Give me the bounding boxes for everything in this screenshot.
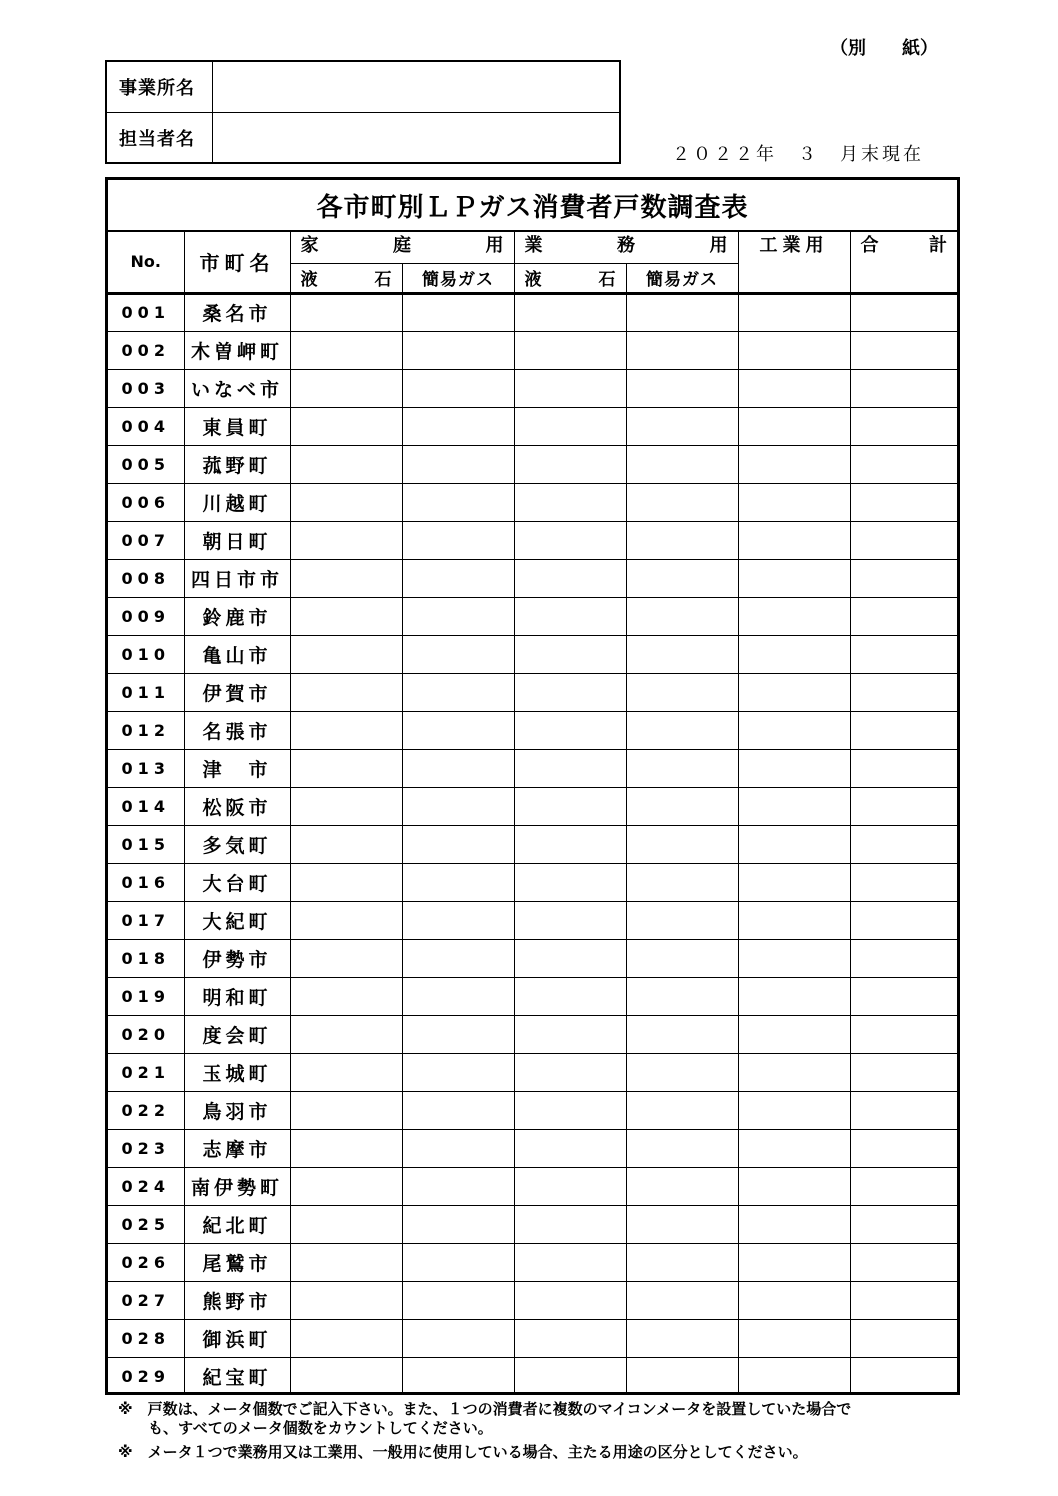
header-business-simple-gas: 簡易ガス <box>626 263 738 293</box>
cell-industrial[interactable] <box>738 1053 850 1091</box>
city-name: 多気町 <box>184 825 290 863</box>
cell-household-simple-gas[interactable] <box>402 1357 514 1395</box>
note-2: ※ メータ１つで業務用又は工業用、一般用に使用している場合、主たる用途の区分としてください。 <box>118 1443 808 1461</box>
cell-household-liquid[interactable] <box>290 1357 402 1395</box>
cell-household-simple-gas[interactable] <box>402 1319 514 1357</box>
cell-business-liquid[interactable] <box>514 445 626 483</box>
cell-total[interactable] <box>850 331 957 369</box>
cell-industrial[interactable] <box>738 939 850 977</box>
city-name: 亀山市 <box>184 635 290 673</box>
header-row-1 <box>108 232 957 263</box>
header-liquid-1: 液 <box>524 270 542 290</box>
cell-total[interactable] <box>850 901 957 939</box>
cell-total[interactable] <box>850 1129 957 1167</box>
cell-industrial[interactable] <box>738 559 850 597</box>
cell-industrial[interactable] <box>738 1319 850 1357</box>
row-number: 002 <box>108 331 184 369</box>
row-number: 001 <box>108 293 184 331</box>
cell-business-simple-gas[interactable] <box>626 635 738 673</box>
cell-business-liquid[interactable] <box>514 1091 626 1129</box>
cell-business-liquid[interactable] <box>514 407 626 445</box>
header-household-2: 庭 <box>393 235 411 256</box>
cell-household-liquid[interactable] <box>290 825 402 863</box>
city-name: 大台町 <box>184 863 290 901</box>
cell-business-simple-gas[interactable] <box>626 1205 738 1243</box>
city-name: 玉城町 <box>184 1053 290 1091</box>
header-household-3: 用 <box>485 235 504 256</box>
table-row <box>108 559 957 597</box>
cell-business-simple-gas[interactable] <box>626 1319 738 1357</box>
cell-business-liquid[interactable] <box>514 787 626 825</box>
cell-household-liquid[interactable] <box>290 1243 402 1281</box>
cell-business-simple-gas[interactable] <box>626 749 738 787</box>
cell-business-liquid[interactable] <box>514 901 626 939</box>
cell-business-simple-gas[interactable] <box>626 331 738 369</box>
table-row <box>108 673 957 711</box>
cell-industrial[interactable] <box>738 787 850 825</box>
city-name: 菰野町 <box>184 445 290 483</box>
cell-business-liquid[interactable] <box>514 1129 626 1167</box>
table-row <box>108 1129 957 1167</box>
cell-business-simple-gas[interactable] <box>626 1015 738 1053</box>
city-name: 度会町 <box>184 1015 290 1053</box>
cell-business-simple-gas[interactable] <box>626 711 738 749</box>
cell-household-liquid[interactable] <box>290 407 402 445</box>
table-row <box>108 1205 957 1243</box>
cell-total[interactable] <box>850 293 957 331</box>
cell-household-liquid[interactable] <box>290 749 402 787</box>
city-name: 朝日町 <box>184 521 290 559</box>
person-field[interactable] <box>213 113 619 163</box>
cell-total[interactable] <box>850 521 957 559</box>
table-row <box>108 1281 957 1319</box>
cell-household-simple-gas[interactable] <box>402 597 514 635</box>
row-number: 005 <box>108 445 184 483</box>
cell-household-simple-gas[interactable] <box>402 711 514 749</box>
cell-household-liquid[interactable] <box>290 1281 402 1319</box>
cell-household-liquid[interactable] <box>290 863 402 901</box>
cell-business-simple-gas[interactable] <box>626 597 738 635</box>
cell-industrial[interactable] <box>738 901 850 939</box>
table-row <box>108 597 957 635</box>
row-number: 027 <box>108 1281 184 1319</box>
row-number: 017 <box>108 901 184 939</box>
cell-total[interactable] <box>850 939 957 977</box>
row-number: 024 <box>108 1167 184 1205</box>
cell-household-liquid[interactable] <box>290 635 402 673</box>
cell-business-liquid[interactable] <box>514 293 626 331</box>
cell-household-liquid[interactable] <box>290 1053 402 1091</box>
cell-business-simple-gas[interactable] <box>626 1243 738 1281</box>
cell-total[interactable] <box>850 369 957 407</box>
cell-household-liquid[interactable] <box>290 521 402 559</box>
cell-business-liquid[interactable] <box>514 1357 626 1395</box>
cell-household-simple-gas[interactable] <box>402 787 514 825</box>
city-name: 鳥羽市 <box>184 1091 290 1129</box>
cell-business-simple-gas[interactable] <box>626 787 738 825</box>
cell-household-liquid[interactable] <box>290 445 402 483</box>
cell-total[interactable] <box>850 1357 957 1395</box>
header-business-3: 用 <box>709 235 728 256</box>
cell-household-simple-gas[interactable] <box>402 1091 514 1129</box>
cell-business-liquid[interactable] <box>514 559 626 597</box>
table-row <box>108 825 957 863</box>
city-name: いなべ市 <box>184 369 290 407</box>
cell-total[interactable] <box>850 1091 957 1129</box>
cell-business-liquid[interactable] <box>514 673 626 711</box>
cell-household-liquid[interactable] <box>290 597 402 635</box>
header-liquid-1: 液 <box>300 270 318 290</box>
cell-business-simple-gas[interactable] <box>626 369 738 407</box>
cell-total[interactable] <box>850 483 957 521</box>
table-row <box>108 483 957 521</box>
cell-industrial[interactable] <box>738 1281 850 1319</box>
header-household-1: 家 <box>300 235 319 256</box>
header-household-liquid <box>290 263 402 293</box>
cell-household-simple-gas[interactable] <box>402 331 514 369</box>
table-row <box>108 1357 957 1395</box>
row-number: 007 <box>108 521 184 559</box>
cell-household-liquid[interactable] <box>290 559 402 597</box>
cell-household-liquid[interactable] <box>290 1167 402 1205</box>
header-business-liquid <box>514 263 626 293</box>
cell-business-simple-gas[interactable] <box>626 1281 738 1319</box>
cell-business-simple-gas[interactable] <box>626 445 738 483</box>
cell-business-liquid[interactable] <box>514 635 626 673</box>
cell-household-liquid[interactable] <box>290 787 402 825</box>
cell-household-liquid[interactable] <box>290 483 402 521</box>
cell-business-liquid[interactable] <box>514 331 626 369</box>
cell-household-simple-gas[interactable] <box>402 521 514 559</box>
city-name: 鈴鹿市 <box>184 597 290 635</box>
city-name: 伊勢市 <box>184 939 290 977</box>
office-row <box>107 62 619 112</box>
city-name: 川越町 <box>184 483 290 521</box>
cell-industrial[interactable] <box>738 1205 850 1243</box>
table-row <box>108 635 957 673</box>
cell-household-simple-gas[interactable] <box>402 863 514 901</box>
cell-business-simple-gas[interactable] <box>626 521 738 559</box>
header-business <box>514 232 738 263</box>
table-row <box>108 331 957 369</box>
header-city: 市町名 <box>184 232 290 293</box>
cell-business-simple-gas[interactable] <box>626 1129 738 1167</box>
row-number: 018 <box>108 939 184 977</box>
cell-business-liquid[interactable] <box>514 977 626 1015</box>
cell-business-liquid[interactable] <box>514 1243 626 1281</box>
cell-household-simple-gas[interactable] <box>402 635 514 673</box>
cell-business-simple-gas[interactable] <box>626 407 738 445</box>
cell-total[interactable] <box>850 635 957 673</box>
cell-business-simple-gas[interactable] <box>626 977 738 1015</box>
cell-household-liquid[interactable] <box>290 1129 402 1167</box>
city-name: 大紀町 <box>184 901 290 939</box>
cell-household-simple-gas[interactable] <box>402 1281 514 1319</box>
row-number: 023 <box>108 1129 184 1167</box>
cell-household-simple-gas[interactable] <box>402 825 514 863</box>
cell-household-liquid[interactable] <box>290 1205 402 1243</box>
header-business-2: 務 <box>617 235 635 256</box>
cell-industrial[interactable] <box>738 1129 850 1167</box>
city-name: 御浜町 <box>184 1319 290 1357</box>
cell-business-simple-gas[interactable] <box>626 673 738 711</box>
cell-household-simple-gas[interactable] <box>402 483 514 521</box>
row-number: 025 <box>108 1205 184 1243</box>
cell-business-simple-gas[interactable] <box>626 1091 738 1129</box>
cell-household-simple-gas[interactable] <box>402 1205 514 1243</box>
header-industrial: 工業用 <box>738 232 850 293</box>
cell-total[interactable] <box>850 559 957 597</box>
cell-household-simple-gas[interactable] <box>402 673 514 711</box>
cell-business-liquid[interactable] <box>514 1205 626 1243</box>
cell-business-liquid[interactable] <box>514 863 626 901</box>
table-row <box>108 901 957 939</box>
note-1: ※ 戸数は、メータ個数でご記入下さい。また、１つの消費者に複数のマイコンメータを設置していた場合で も、すべてのメータ個数をカウントしてください。 <box>118 1400 852 1437</box>
table-row <box>108 1015 957 1053</box>
cell-household-liquid[interactable] <box>290 1319 402 1357</box>
row-number: 029 <box>108 1357 184 1395</box>
city-name: 明和町 <box>184 977 290 1015</box>
city-name: 南伊勢町 <box>184 1167 290 1205</box>
cell-total[interactable] <box>850 1243 957 1281</box>
cell-household-simple-gas[interactable] <box>402 749 514 787</box>
header-no: No. <box>108 232 184 293</box>
row-number: 011 <box>108 673 184 711</box>
person-label: 担当者名 <box>107 113 213 163</box>
cell-business-liquid[interactable] <box>514 825 626 863</box>
city-name: 木曽岬町 <box>184 331 290 369</box>
cell-industrial[interactable] <box>738 711 850 749</box>
cell-business-simple-gas[interactable] <box>626 863 738 901</box>
row-number: 015 <box>108 825 184 863</box>
row-number: 014 <box>108 787 184 825</box>
cell-household-liquid[interactable] <box>290 977 402 1015</box>
cell-total[interactable] <box>850 711 957 749</box>
cell-household-simple-gas[interactable] <box>402 293 514 331</box>
cell-household-liquid[interactable] <box>290 939 402 977</box>
cell-industrial[interactable] <box>738 407 850 445</box>
cell-total[interactable] <box>850 1319 957 1357</box>
row-number: 026 <box>108 1243 184 1281</box>
cell-total[interactable] <box>850 977 957 1015</box>
data-grid <box>108 232 957 1395</box>
table-row <box>108 711 957 749</box>
cell-business-liquid[interactable] <box>514 939 626 977</box>
cell-total[interactable] <box>850 597 957 635</box>
cell-business-liquid[interactable] <box>514 1015 626 1053</box>
cell-total[interactable] <box>850 1015 957 1053</box>
attachment-label: （別 紙） <box>830 38 938 59</box>
cell-industrial[interactable] <box>738 673 850 711</box>
city-name: 桑名市 <box>184 293 290 331</box>
cell-total[interactable] <box>850 825 957 863</box>
cell-industrial[interactable] <box>738 521 850 559</box>
cell-total[interactable] <box>850 787 957 825</box>
info-box <box>105 60 621 164</box>
city-name: 四日市市 <box>184 559 290 597</box>
cell-business-liquid[interactable] <box>514 711 626 749</box>
header-liquid-2: 石 <box>374 270 392 290</box>
table-row <box>108 1243 957 1281</box>
cell-household-liquid[interactable] <box>290 369 402 407</box>
cell-household-liquid[interactable] <box>290 331 402 369</box>
cell-total[interactable] <box>850 445 957 483</box>
cell-industrial[interactable] <box>738 1357 850 1395</box>
row-number: 022 <box>108 1091 184 1129</box>
row-number: 012 <box>108 711 184 749</box>
row-number: 013 <box>108 749 184 787</box>
table-row <box>108 293 957 331</box>
cell-household-simple-gas[interactable] <box>402 559 514 597</box>
cell-industrial[interactable] <box>738 293 850 331</box>
table-row <box>108 749 957 787</box>
cell-household-liquid[interactable] <box>290 1091 402 1129</box>
city-name: 紀宝町 <box>184 1357 290 1395</box>
cell-industrial[interactable] <box>738 825 850 863</box>
cell-business-simple-gas[interactable] <box>626 1167 738 1205</box>
cell-household-liquid[interactable] <box>290 1015 402 1053</box>
table-row <box>108 407 957 445</box>
office-label: 事業所名 <box>107 62 213 112</box>
cell-industrial[interactable] <box>738 597 850 635</box>
table-row <box>108 977 957 1015</box>
cell-business-simple-gas[interactable] <box>626 939 738 977</box>
row-number: 006 <box>108 483 184 521</box>
cell-business-simple-gas[interactable] <box>626 825 738 863</box>
cell-business-liquid[interactable] <box>514 1281 626 1319</box>
cell-business-simple-gas[interactable] <box>626 901 738 939</box>
cell-business-liquid[interactable] <box>514 483 626 521</box>
city-name: 志摩市 <box>184 1129 290 1167</box>
row-number: 016 <box>108 863 184 901</box>
header-total <box>850 232 957 293</box>
cell-industrial[interactable] <box>738 635 850 673</box>
cell-business-liquid[interactable] <box>514 597 626 635</box>
city-name: 伊賀市 <box>184 673 290 711</box>
header-household-simple-gas: 簡易ガス <box>402 263 514 293</box>
cell-total[interactable] <box>850 673 957 711</box>
cell-industrial[interactable] <box>738 977 850 1015</box>
row-number: 019 <box>108 977 184 1015</box>
cell-household-simple-gas[interactable] <box>402 1167 514 1205</box>
row-number: 003 <box>108 369 184 407</box>
cell-total[interactable] <box>850 1281 957 1319</box>
cell-industrial[interactable] <box>738 1015 850 1053</box>
cell-business-simple-gas[interactable] <box>626 293 738 331</box>
cell-household-liquid[interactable] <box>290 711 402 749</box>
table-row <box>108 1053 957 1091</box>
cell-household-simple-gas[interactable] <box>402 445 514 483</box>
cell-household-simple-gas[interactable] <box>402 901 514 939</box>
table-row <box>108 1167 957 1205</box>
row-number: 010 <box>108 635 184 673</box>
header-household <box>290 232 514 263</box>
cell-business-simple-gas[interactable] <box>626 483 738 521</box>
cell-household-simple-gas[interactable] <box>402 1053 514 1091</box>
cell-industrial[interactable] <box>738 749 850 787</box>
header-liquid-2: 石 <box>598 270 616 290</box>
cell-business-liquid[interactable] <box>514 369 626 407</box>
table-row <box>108 787 957 825</box>
table-row <box>108 863 957 901</box>
row-number: 004 <box>108 407 184 445</box>
cell-household-simple-gas[interactable] <box>402 1015 514 1053</box>
cell-industrial[interactable] <box>738 369 850 407</box>
row-number: 020 <box>108 1015 184 1053</box>
city-name: 紀北町 <box>184 1205 290 1243</box>
cell-industrial[interactable] <box>738 331 850 369</box>
cell-household-simple-gas[interactable] <box>402 1129 514 1167</box>
cell-business-liquid[interactable] <box>514 1319 626 1357</box>
cell-business-simple-gas[interactable] <box>626 559 738 597</box>
cell-total[interactable] <box>850 749 957 787</box>
header-total-1: 合 <box>860 235 879 256</box>
cell-industrial[interactable] <box>738 1243 850 1281</box>
cell-total[interactable] <box>850 1205 957 1243</box>
cell-industrial[interactable] <box>738 1167 850 1205</box>
office-field[interactable] <box>213 62 619 112</box>
table-row <box>108 939 957 977</box>
city-name: 熊野市 <box>184 1281 290 1319</box>
cell-industrial[interactable] <box>738 1091 850 1129</box>
row-number: 009 <box>108 597 184 635</box>
cell-household-simple-gas[interactable] <box>402 1243 514 1281</box>
cell-household-liquid[interactable] <box>290 673 402 711</box>
cell-business-liquid[interactable] <box>514 521 626 559</box>
cell-household-liquid[interactable] <box>290 901 402 939</box>
city-name: 東員町 <box>184 407 290 445</box>
cell-industrial[interactable] <box>738 863 850 901</box>
table-row <box>108 445 957 483</box>
row-number: 008 <box>108 559 184 597</box>
cell-total[interactable] <box>850 407 957 445</box>
header-total-2: 計 <box>929 235 947 256</box>
city-name: 名張市 <box>184 711 290 749</box>
cell-total[interactable] <box>850 863 957 901</box>
survey-table <box>105 177 960 1395</box>
cell-business-liquid[interactable] <box>514 749 626 787</box>
table-row <box>108 1319 957 1357</box>
row-number: 021 <box>108 1053 184 1091</box>
person-row <box>107 112 619 163</box>
cell-household-liquid[interactable] <box>290 293 402 331</box>
cell-industrial[interactable] <box>738 483 850 521</box>
cell-industrial[interactable] <box>738 445 850 483</box>
table-title: 各市町別ＬＰガス消費者戸数調査表 <box>108 180 957 232</box>
city-name: 津 市 <box>184 749 290 787</box>
cell-business-liquid[interactable] <box>514 1053 626 1091</box>
city-name: 尾鷲市 <box>184 1243 290 1281</box>
cell-total[interactable] <box>850 1167 957 1205</box>
table-row <box>108 369 957 407</box>
cell-household-simple-gas[interactable] <box>402 369 514 407</box>
cell-household-simple-gas[interactable] <box>402 407 514 445</box>
table-row <box>108 1091 957 1129</box>
cell-business-simple-gas[interactable] <box>626 1053 738 1091</box>
table-row <box>108 521 957 559</box>
cell-household-simple-gas[interactable] <box>402 977 514 1015</box>
header-business-1: 業 <box>524 235 543 256</box>
cell-business-simple-gas[interactable] <box>626 1357 738 1395</box>
cell-household-simple-gas[interactable] <box>402 939 514 977</box>
as-of-date: ２０２２年 ３ 月末現在 <box>672 144 924 165</box>
cell-total[interactable] <box>850 1053 957 1091</box>
cell-business-liquid[interactable] <box>514 1167 626 1205</box>
city-name: 松阪市 <box>184 787 290 825</box>
row-number: 028 <box>108 1319 184 1357</box>
